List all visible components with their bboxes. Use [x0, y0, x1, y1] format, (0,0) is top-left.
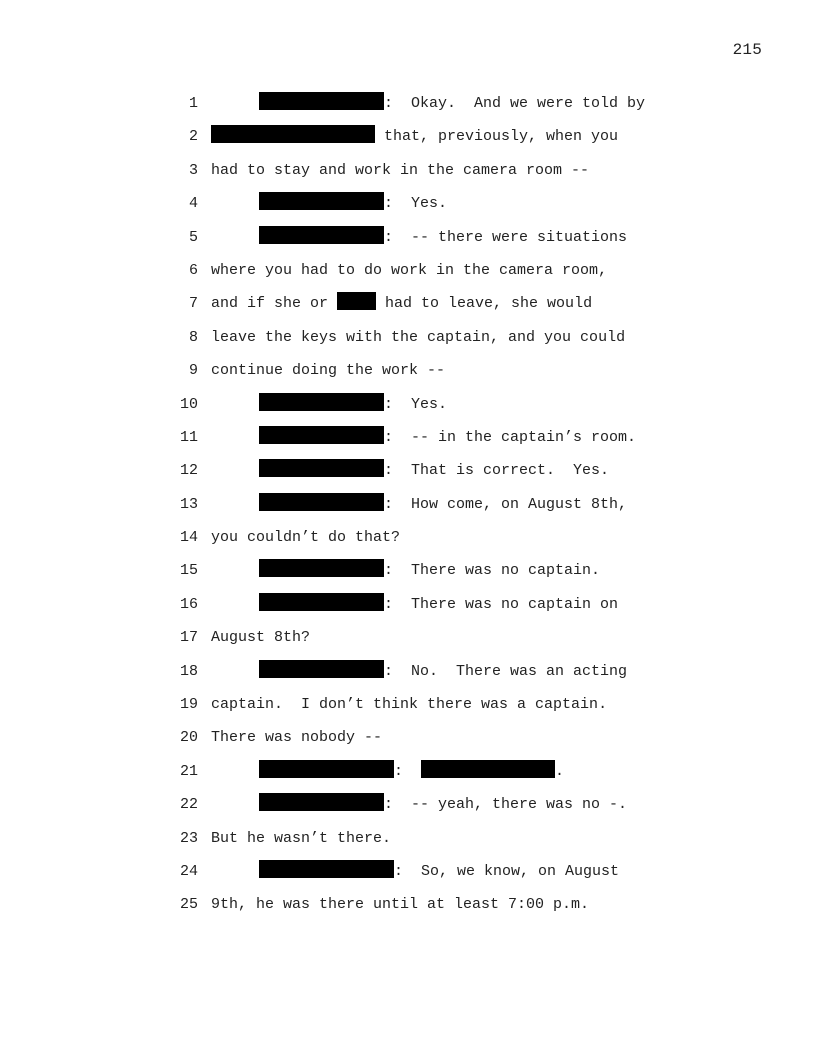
- redaction-bar: [259, 459, 384, 477]
- line-number: 3: [188, 161, 198, 179]
- line-number: 6: [188, 261, 198, 279]
- line-number: 19: [179, 696, 198, 714]
- transcript-line: [160, 721, 720, 754]
- transcript-line: [160, 755, 720, 788]
- line-number: 17: [179, 629, 198, 647]
- transcript-line: [160, 221, 720, 254]
- line-text: and if she or had to leave, she would: [211, 287, 592, 320]
- line-number: 24: [179, 862, 198, 880]
- line-number: 16: [179, 595, 198, 613]
- line-text: that, previously, when you: [211, 120, 618, 153]
- redaction-bar: [259, 860, 394, 878]
- line-text: : Yes.: [211, 187, 447, 220]
- line-number: 1: [188, 95, 198, 112]
- transcript-line: [160, 521, 720, 554]
- line-text: where you had to do work in the camera room,: [211, 261, 608, 279]
- transcript-line: [160, 454, 720, 487]
- transcript-line: [160, 254, 720, 287]
- line-number: 25: [179, 896, 198, 914]
- transcript-line: [160, 488, 720, 521]
- line-text: : How come, on August 8th,: [211, 488, 627, 521]
- line-number: 10: [179, 395, 198, 413]
- line-text: There was nobody --: [211, 729, 383, 747]
- redaction-bar: [259, 393, 384, 411]
- transcript-line: [160, 187, 720, 220]
- line-number: 22: [179, 796, 198, 814]
- redaction-bar: [421, 760, 555, 778]
- line-number: 8: [188, 328, 198, 346]
- line-text: : So, we know, on August: [211, 855, 619, 888]
- line-number: 2: [188, 128, 198, 146]
- transcript-line: [160, 855, 720, 888]
- line-text: : -- there were situations: [211, 221, 627, 254]
- line-text: had to stay and work in the camera room --: [211, 161, 590, 179]
- line-number: 5: [188, 228, 198, 246]
- line-text: : -- in the captain’s room.: [211, 421, 636, 454]
- line-text: : There was no captain.: [211, 554, 600, 587]
- redaction-bar: [259, 793, 384, 811]
- line-number: 4: [188, 195, 198, 213]
- transcript-line: [160, 621, 720, 654]
- transcript-line: [160, 688, 720, 721]
- line-number: 7: [188, 295, 198, 313]
- line-text: : There was no captain on: [211, 588, 618, 621]
- transcript-line: [160, 154, 720, 187]
- redaction-bar: [259, 92, 384, 110]
- transcript-line: [160, 822, 720, 855]
- line-number: 21: [179, 762, 198, 780]
- redaction-bar: [259, 760, 394, 778]
- transcript-line: [160, 321, 720, 354]
- transcript-line: [160, 655, 720, 688]
- transcript-line: [160, 120, 720, 153]
- redaction-bar: [259, 192, 384, 210]
- line-text: captain. I don’t think there was a captain.: [211, 696, 608, 714]
- redaction-bar: [259, 426, 384, 444]
- line-number: 12: [179, 462, 198, 480]
- transcript-line: [160, 421, 720, 454]
- redaction-bar: [259, 593, 384, 611]
- redaction-bar: [337, 292, 376, 310]
- line-number: 20: [179, 729, 198, 747]
- line-text: August 8th?: [211, 629, 311, 647]
- transcript-line: [160, 788, 720, 821]
- line-text: : No. There was an acting: [211, 655, 627, 688]
- transcript-body: [160, 87, 720, 922]
- line-number: 23: [179, 829, 198, 847]
- transcript-line: [160, 388, 720, 421]
- redaction-bar: [259, 660, 384, 678]
- line-text: continue doing the work --: [211, 362, 446, 380]
- transcript-line: [160, 287, 720, 320]
- line-text: : That is correct. Yes.: [211, 454, 609, 487]
- redaction-bar: [259, 493, 384, 511]
- line-text: But he wasn’t there.: [211, 829, 392, 847]
- line-text: : -- yeah, there was no -.: [211, 788, 627, 821]
- line-number: 15: [179, 562, 198, 580]
- transcript-line: [160, 554, 720, 587]
- line-number: 14: [179, 529, 198, 547]
- line-text: 9th, he was there until at least 7:00 p.m.: [211, 896, 590, 914]
- line-text: : Yes.: [211, 388, 447, 421]
- redaction-bar: [259, 559, 384, 577]
- line-text: : .: [211, 755, 564, 788]
- line-number: 18: [179, 662, 198, 680]
- line-number: 9: [188, 362, 198, 380]
- transcript-line: [160, 888, 720, 921]
- line-text: you couldn’t do that?: [211, 529, 401, 547]
- line-text: : Okay. And we were told by: [211, 87, 645, 120]
- redaction-bar: [259, 226, 384, 244]
- line-number: 11: [179, 428, 198, 446]
- line-number: 13: [179, 495, 198, 513]
- transcript-line: [160, 354, 720, 387]
- transcript-line: [160, 588, 720, 621]
- transcript-line: [160, 87, 720, 120]
- page-number: 215: [732, 41, 762, 59]
- line-text: leave the keys with the captain, and you could: [211, 328, 626, 346]
- redaction-bar: [211, 125, 375, 143]
